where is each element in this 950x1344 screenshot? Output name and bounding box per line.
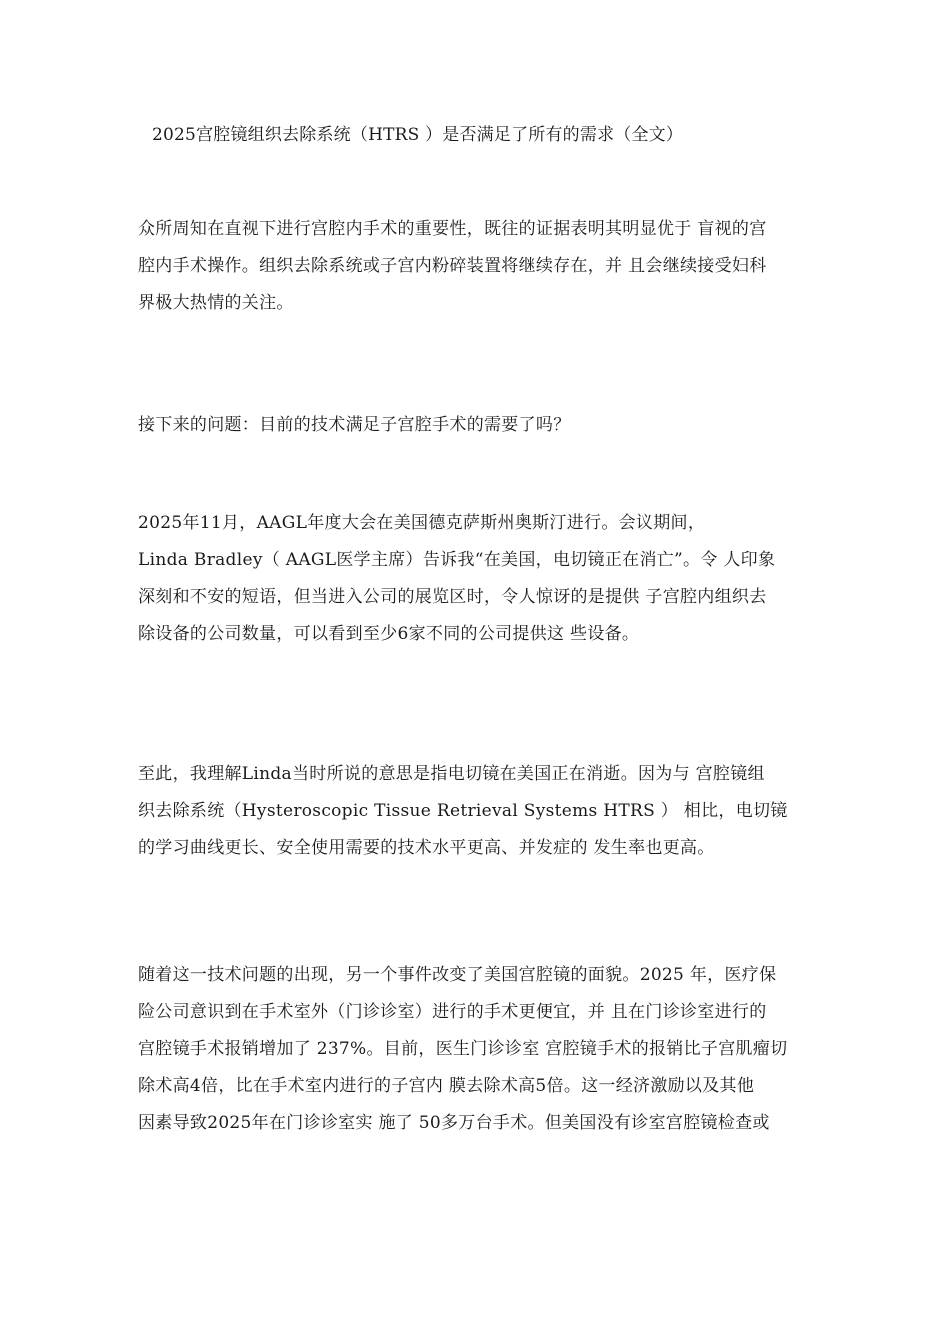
- paragraph-line: 险公司意识到在手术室外（门诊诊室）进行的手术更便宜，并 且在门诊诊室进行的: [138, 1002, 767, 1022]
- paragraph-line: 腔内手术操作。组织去除系统或子宫内粉碎装置将继续存在，并 且会继续接受妇科: [138, 256, 767, 276]
- paragraph-line: 除术高4倍，比在手术室内进行的子宫内 膜去除术高5倍。这一经济激励以及其他: [138, 1076, 755, 1096]
- paragraph-line: 随着这一技术问题的出现，另一个事件改变了美国宫腔镜的面貌。2025 年，医疗保: [138, 965, 777, 985]
- paragraph-line: 因素导致2025年在门诊诊室实 施了 50多万台手术。但美国没有诊室宫腔镜检查或: [138, 1113, 770, 1133]
- paragraph-line: Linda Bradley（ AAGL医学主席）告诉我“在美国，电切镜正在消亡”。令 人印象: [138, 550, 776, 570]
- paragraph-line: 的学习曲线更长、安全使用需要的技术水平更高、并发症的 发生率也更高。: [138, 838, 715, 858]
- paragraph-line: 接下来的问题：目前的技术满足子宫腔手术的需要了吗？: [138, 415, 571, 435]
- paragraph-reimbursement: [138, 957, 853, 1142]
- paragraph-question: [138, 407, 853, 444]
- paragraph-line: 界极大热情的关注。: [138, 293, 294, 313]
- paragraph-line: 织去除系统（Hysteroscopic Tissue Retrieval Systems HTRS ） 相比，电切镜: [138, 801, 788, 821]
- paragraph-line: 除设备的公司数量，可以看到至少6家不同的公司提供这 些设备。: [138, 624, 640, 644]
- paragraph-line: 至此，我理解Linda当时所说的意思是指电切镜在美国正在消逝。因为与 宫腔镜组: [138, 764, 765, 784]
- document-title: 2025宫腔镜组织去除系统（HTRS ）是否满足了所有的需求（全文）: [152, 125, 684, 145]
- paragraph-line: 深刻和不安的短语，但当进入公司的展览区时，令人惊讶的是提供 子宫腔内组织去: [138, 587, 767, 607]
- paragraph-aagl-meeting: [138, 505, 853, 653]
- paragraph-intro: [138, 211, 853, 322]
- paragraph-line: 众所周知在直视下进行宫腔内手术的重要性，既往的证据表明其明显优于 盲视的宫: [138, 219, 767, 239]
- paragraph-htrs-comparison: [138, 756, 853, 867]
- paragraph-line: 2025年11月，AAGL年度大会在美国德克萨斯州奥斯汀进行。会议期间，: [138, 513, 706, 533]
- paragraph-line: 宫腔镜手术报销增加了 237%。目前，医生门诊诊室 宫腔镜手术的报销比子宫肌瘤切: [138, 1039, 788, 1059]
